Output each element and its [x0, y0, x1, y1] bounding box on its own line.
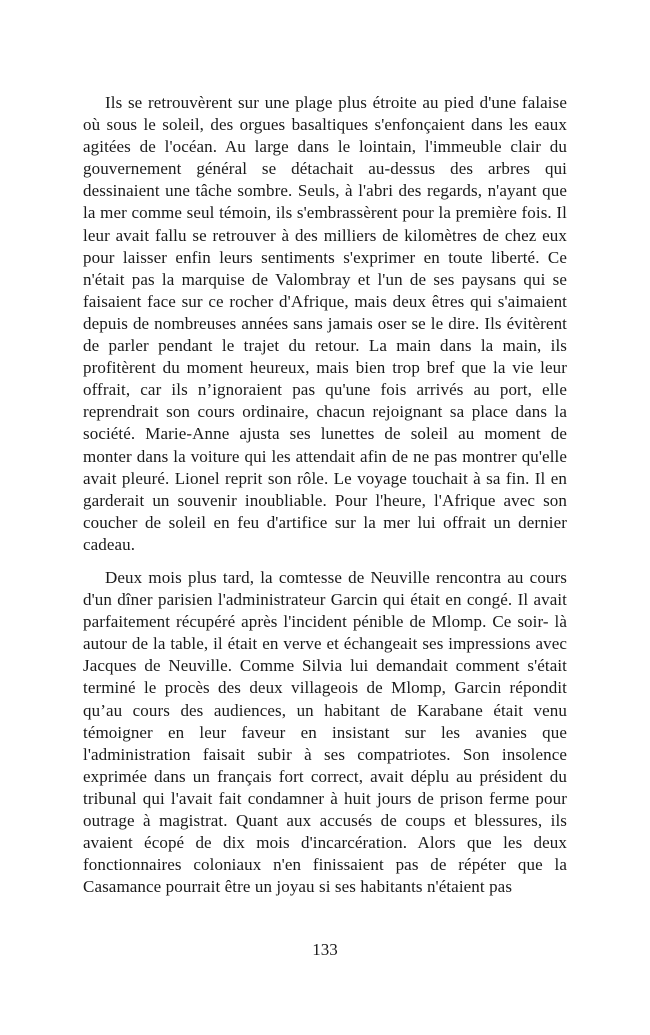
- body-text: [83, 92, 567, 898]
- paragraph-2: Deux mois plus tard, la comtesse de Neuville rencontra au cours d'un dîner parisien l'administrateur Garcin qui était en congé. Il avait parfaitement récupéré après l'incident pénible de Mlomp. Ce soir- là autour de la table, il était en verve et échangeait ses impressions avec Jacques de Neuville. Comme Silvia lui demandait comment s'était terminé le procès des deux villageois de Mlomp, Garcin répondit qu’au cours des audiences, un habitant de Karabane était venu témoigner en leur faveur en insistant sur les avanies que l'administration faisait subir à ses compatriotes. Son insolence exprimée dans un français fort correct, avait déplu au président du tribunal qui l'avait fait condamner à huit jours de prison ferme pour outrage à magistrat. Quant aux accusés de coups et blessures, ils avaient écopé de dix mois d'incarcération. Alors que les deux fonctionnaires coloniaux n'en finissaient pas de répéter que la Casamance pourrait être un joyau si ses habitants n'étaient pas: [83, 567, 567, 897]
- paragraph-1: Ils se retrouvèrent sur une plage plus étroite au pied d'une falaise où sous le soleil, des orgues basaltiques s'enfonçaient dans les eaux agitées de l'océan. Au large dans le lointain, l'immeuble clair du gouvernement général se détachait au-dessus des arbres qui dessinaient une tâche sombre. Seuls, à l'abri des regards, n'ayant que la mer comme seul témoin, ils s'embrassèrent pour la première fois. Il leur avait fallu se retrouver à des milliers de kilomètres de chez eux pour laisser enfin leurs sentiments s'exprimer en toute liberté. Ce n'était pas la marquise de Valombray et l'un de ses paysans qui se faisaient face sur ce rocher d'Afrique, mais deux êtres qui s'aimaient depuis de nombreuses années sans jamais oser se le dire. Ils évitèrent de parler pendant le trajet du retour. La main dans la main, ils profitèrent du moment heureux, mais bien trop bref que la vie leur offrait, car ils n’ignoraient pas qu'une fois arrivés au port, elle reprendrait son cours ordinaire, chacun rejoignant sa place dans la société. Marie-Anne ajusta ses lunettes de soleil au moment de monter dans la voiture qui les attendait afin de ne pas montrer qu'elle avait pleuré. Lionel reprit son rôle. Le voyage touchait à sa fin. Il en garderait un souvenir inoubliable. Pour l'heure, l'Afrique avec son coucher de soleil en feu d'artifice sur la mer lui offrait un dernier cadeau.: [83, 93, 567, 554]
- page-number: 133: [312, 940, 338, 959]
